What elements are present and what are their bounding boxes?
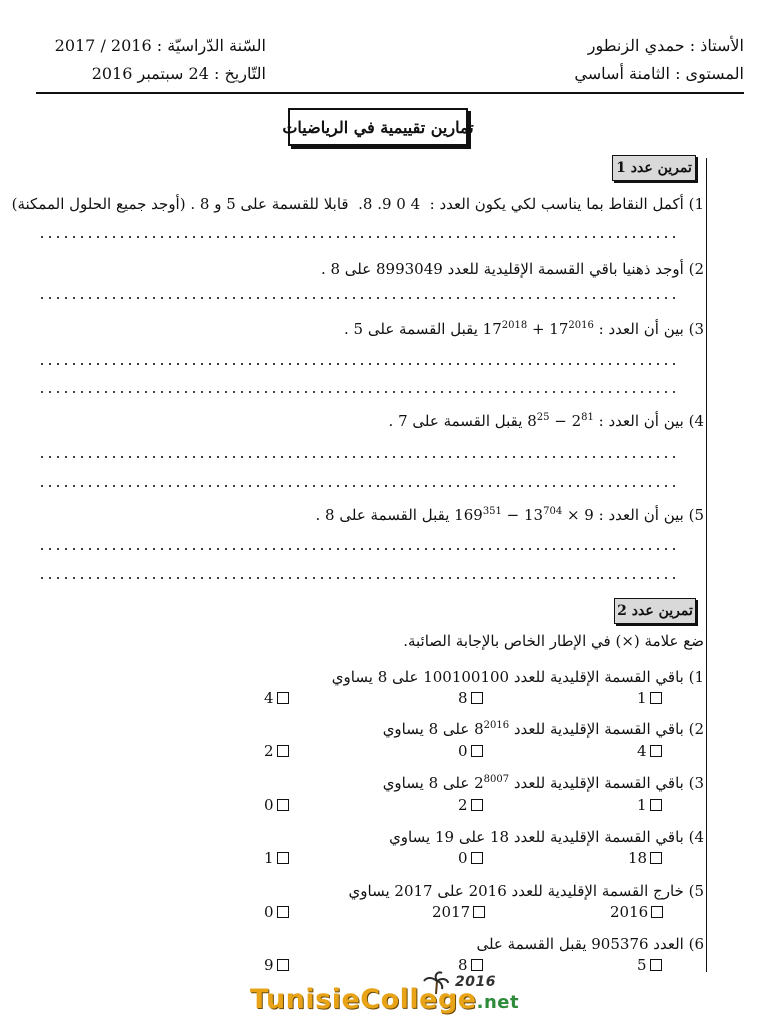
mcq-option-value: 2 [264,742,274,760]
mcq-power [474,774,509,792]
q3-suffix: يقبل القسمة على 5 . [343,320,478,338]
checkbox[interactable] [650,959,662,971]
checkbox[interactable] [471,799,483,811]
page-title-box [282,108,474,146]
checkbox[interactable] [473,906,485,918]
mcq-option-value: 1 [637,689,647,707]
ex1-question4 [389,412,704,430]
mcq-option[interactable] [637,689,662,707]
logo-text: TunisieCollege [250,984,477,1015]
class-level: المستوى : الثامنة أساسي [574,64,744,83]
ex2-instruction: ضع علامة (×) في الإطار الخاص بالإجابة الصائبة. [403,632,704,650]
mcq-option-value: 0 [458,849,468,867]
ex1-question1: 1) أكمل النقاط بما يناسب لكي يكون العدد : ‎ .8 .9 0 4 ‎ قابلا للقسمة على 5 و 8 . (أوجد جميع الحلول الممكنة) [11,195,704,213]
mcq-option-value: 1 [637,796,647,814]
mcq-option-value: 8 [458,956,468,974]
logo-tld: .net [476,992,520,1013]
mcq-option[interactable] [458,742,483,760]
checkbox[interactable] [650,852,662,864]
mcq-option-value: 18 [628,849,648,867]
answer-line [38,484,678,488]
mcq-option[interactable] [458,849,483,867]
ex1-question3 [344,320,704,338]
page-title: تمارين تقييمية في الرياضيات [282,117,474,137]
mcq-question-3 [383,774,704,792]
mcq-option[interactable] [264,796,289,814]
mcq-question-4: 4) باقي القسمة الإقليدية للعدد 18 على 19 يساوي [389,828,704,846]
answer-line [38,547,678,551]
checkbox[interactable] [471,745,483,757]
checkbox[interactable] [471,852,483,864]
mcq-text-suffix: على 8 يساوي [382,720,470,738]
mcq-option[interactable] [458,796,483,814]
mcq-option-value: 0 [264,903,274,921]
q3-prefix: 3) بين أن العدد : [598,320,704,338]
mcq-option[interactable] [458,956,483,974]
mcq-option[interactable] [610,903,663,921]
mcq-option[interactable] [264,903,289,921]
q4-expression: $8^{25} - 2^{81}$ [527,412,594,430]
answer-line [38,455,678,459]
mcq-option[interactable] [264,689,289,707]
mcq-option[interactable] [264,742,289,760]
power-exponent: 8007 [483,774,510,785]
power-base: 8 [474,720,484,738]
answer-line [38,235,678,239]
exam-date: التّاريخ : 24 سبتمبر 2016 [91,64,266,83]
mcq-text-prefix: 2) باقي القسمة الإقليدية للعدد [513,720,704,738]
school-year: السّنة الدّراسيّة : 2016 / 2017 [54,36,266,55]
checkbox[interactable] [471,692,483,704]
answer-line [38,362,678,366]
exercise1-tag-label: تمرين عدد 1 [616,160,692,176]
ex1-question2: 2) أوجد ذهنيا باقي القسمة الإقليدية للعدد 8993049 على 8 . [320,260,704,278]
palm-tree-icon [423,970,449,996]
checkbox[interactable] [277,959,289,971]
q5-expression: $169^{351} - 13^{704} \times 9$ [454,506,594,524]
exercise1-tag [612,155,696,181]
mcq-option-value: 2017 [432,903,471,921]
exercise2-tag-label: تمرين عدد 2 [617,603,693,619]
ex1-question5 [316,506,705,524]
logo-year: 2016 [455,974,496,990]
answer-line [38,390,678,394]
mcq-option-value: 0 [264,796,274,814]
mcq-question-1: 1) باقي القسمة الإقليدية للعدد 100100100 على 8 يساوي [331,668,704,686]
exercise2-tag [614,598,696,624]
answer-line [38,576,678,580]
mcq-question-2 [383,720,704,738]
mcq-text-suffix: على 8 يساوي [382,774,470,792]
margin-line [706,158,707,972]
mcq-option-value: 5 [637,956,647,974]
mcq-question-6: 6) العدد 905376 يقبل القسمة على [476,935,704,953]
mcq-option-value: 9 [264,956,274,974]
mcq-option-value: 2 [458,796,468,814]
checkbox[interactable] [277,852,289,864]
checkbox[interactable] [277,692,289,704]
site-logo [250,974,530,1020]
mcq-option-value: 4 [264,689,274,707]
header-divider [36,92,744,94]
q4-suffix: يقبل القسمة على 7 . [388,412,523,430]
mcq-option-value: 1 [264,849,274,867]
answer-line [38,296,678,300]
q4-prefix: 4) بين أن العدد : [598,412,704,430]
mcq-option[interactable] [432,903,485,921]
teacher-name: الأستاذ : حمدي الزنطور [587,36,744,55]
mcq-option-value: 4 [637,742,647,760]
q3-expression: $17^{2018} + 17^{2016}$ [482,320,594,338]
checkbox[interactable] [650,799,662,811]
mcq-question-5: 5) خارج القسمة الإقليدية للعدد 2016 على 2017 يساوي [348,882,704,900]
q5-suffix: يقبل القسمة على 8 . [315,506,450,524]
mcq-option[interactable] [628,849,662,867]
mcq-text-prefix: 3) باقي القسمة الإقليدية للعدد [513,774,704,792]
checkbox[interactable] [471,959,483,971]
mcq-option[interactable] [637,742,662,760]
mcq-option[interactable] [637,796,662,814]
checkbox[interactable] [650,692,662,704]
power-exponent: 2016 [483,720,510,731]
mcq-option-value: 0 [458,742,468,760]
checkbox[interactable] [277,799,289,811]
checkbox[interactable] [650,745,662,757]
power-base: 2 [474,774,484,792]
mcq-option[interactable] [264,849,289,867]
mcq-option[interactable] [637,956,662,974]
mcq-option[interactable] [458,689,483,707]
mcq-power [474,720,509,738]
checkbox[interactable] [277,745,289,757]
mcq-option[interactable] [264,956,289,974]
checkbox[interactable] [277,906,289,918]
checkbox[interactable] [651,906,663,918]
mcq-option-value: 2016 [610,903,649,921]
mcq-option-value: 8 [458,689,468,707]
q5-prefix: 5) بين أن العدد : [598,506,704,524]
